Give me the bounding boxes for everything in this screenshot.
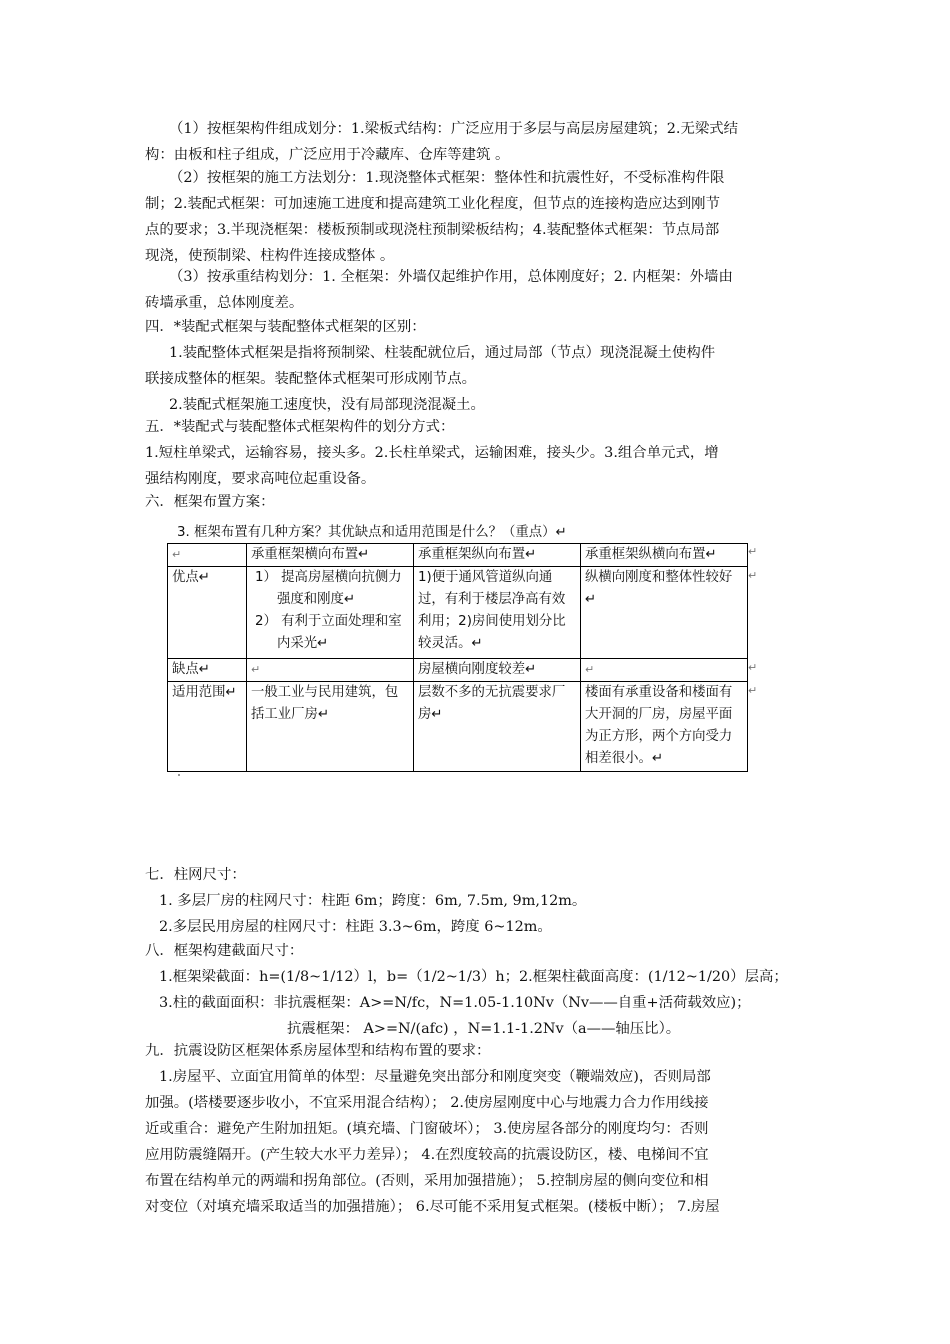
row-end-mark: ↵ [748, 684, 758, 697]
section-heading: 七．柱网尺寸： [145, 867, 246, 883]
row-label: 优点↵ [168, 567, 247, 659]
table-cell: 纵横向刚度和整体性较好↵ [581, 567, 748, 659]
text-line: 2.多层民用房屋的柱网尺寸：柱距 3.3~6m，跨度 6~12m。 [159, 919, 552, 935]
text-line: （2）按框架的施工方法划分：1.现浇整体式框架：整体性和抗震性好，不受标准构件限 [169, 170, 725, 186]
text-line: 布置在结构单元的两端和拐角部位。(否则，采用加强措施）； 5.控制房屋的侧向变位和相 [145, 1173, 709, 1189]
table-cell: 一般工业与民用建筑，包括工业厂房↵ [247, 682, 414, 772]
text-line: 1.框架梁截面：h=(1/8~1/12）l，b=（1/2~1/3）h；2.框架柱截面高度：(1/12~1/20）层高； [159, 969, 788, 985]
row-end-mark: ↵ [748, 569, 758, 582]
section-heading: 六．框架布置方案： [145, 494, 275, 510]
row-label: 适用范围↵ [168, 682, 247, 772]
text-line: 近或重合：避免产生附加扭矩。(填充墙、门窗破坏）； 3.使房屋各部分的刚度均匀：否则 [145, 1121, 709, 1137]
list-item: 2） 有利于立面处理和室内采光↵ [255, 614, 402, 651]
text-line: 1.房屋平、立面宜用简单的体型：尽量避免突出部分和刚度突变（鞭端效应)，否则局部 [159, 1069, 711, 1085]
text-line: 加强。(塔楼要逐步收小，不宜采用混合结构）； 2.使房屋刚度中心与地震力合力作用线接 [145, 1095, 709, 1111]
section-4 [145, 314, 807, 418]
section-7 [145, 862, 807, 940]
text-line: 3.柱的截面面积：非抗震框架：A>=N/fc，N=1.05-1.10Nv（Nv——自重+活荷载效应)； [159, 995, 751, 1011]
paragraph-classify-by-members [145, 116, 807, 168]
section-5 [145, 414, 807, 492]
section-heading: 四．*装配式框架与装配整体式框架的区别： [145, 319, 426, 335]
table-cell: 楼面有承重设备和楼面有大开洞的厂房，房屋平面为正方形，两个方向受力相差很小。↵ [581, 682, 748, 772]
layout-scheme-table-figure [167, 520, 767, 780]
paragraph-classify-by-construction [145, 165, 807, 269]
text-line: 2.装配式框架施工速度快，没有局部现浇混凝土。 [169, 397, 485, 413]
section-6 [145, 489, 807, 515]
table-cell: 层数不多的无抗震要求厂房↵ [414, 682, 581, 772]
row-label: 缺点↵ [168, 659, 247, 682]
table-cell: ↵ [247, 659, 414, 682]
header-cell-empty: ↵ [168, 544, 247, 567]
section-heading: 八．框架构建截面尺寸： [145, 943, 304, 959]
text-line: （3）按承重结构划分：1. 全框架：外墙仅起维护作用，总体刚度好；2. 内框架：外墙由 [169, 269, 733, 285]
text-line: 1. 多层厂房的柱网尺寸：柱距 6m；跨度：6m, 7.5m, 9m,12m。 [159, 893, 587, 909]
list-item: 1） 提高房屋横向抗侧力强度和刚度↵ [255, 570, 402, 607]
table-row-applicability [168, 682, 748, 772]
text-line: 对变位（对填充墙采取适当的加强措施）； 6.尽可能不采用复式框架。(楼板中断）； 7.房屋 [145, 1199, 720, 1215]
table-question-title: 3. 框架布置有几种方案？其优缺点和适用范围是什么？（重点）↵ [177, 525, 567, 540]
section-9 [145, 1038, 807, 1220]
paragraph-classify-by-bearing [145, 264, 807, 316]
text-line: 现浇，使预制梁、柱构件连接成整体 。 [145, 248, 395, 264]
section-8 [145, 938, 807, 1042]
section-heading: 九．抗震设防区框架体系房屋体型和结构布置的要求： [145, 1043, 491, 1059]
layout-scheme-table [167, 543, 748, 772]
section-heading: 五．*装配式与装配整体式框架构件的划分方式： [145, 419, 455, 435]
table-row-advantages [168, 567, 748, 659]
row-end-mark: ↵ [748, 661, 758, 674]
table-row-disadvantages [168, 659, 748, 682]
text-line: 1.装配整体式框架是指将预制梁、柱装配就位后，通过局部（节点）现浇混凝土使构件 [169, 345, 716, 361]
text-line: 应用防震缝隔开。(产生较大水平力差异）； 4.在烈度较高的抗震设防区，楼、电梯间不宜 [145, 1147, 709, 1163]
text-line: 1.短柱单梁式，运输容易，接头多。2.长柱单梁式，运输困难，接头少。3.组合单元式，增 [145, 445, 719, 461]
text-line: 联接成整体的框架。装配整体式框架可形成刚节点。 [145, 371, 476, 387]
text-line: （1）按框架构件组成划分：1.梁板式结构：广泛应用于多层与高层房屋建筑；2.无梁式结 [169, 121, 739, 137]
table-cell: ↵ [581, 659, 748, 682]
stray-dot [178, 774, 180, 776]
header-cell-both: 承重框架纵横向布置↵ [581, 544, 748, 567]
header-cell-longitudinal: 承重框架纵向布置↵ [414, 544, 581, 567]
table-cell [247, 567, 414, 659]
header-cell-transverse: 承重框架横向布置↵ [247, 544, 414, 567]
text-line: 强结构刚度，要求高吨位起重设备。 [145, 471, 376, 487]
text-line: 构：由板和柱子组成，广泛应用于冷藏库、仓库等建筑 。 [145, 147, 510, 163]
text-line: 砖墙承重，总体刚度差。 [145, 295, 304, 311]
text-line: 制；2.装配式框架：可加速施工进度和提高建筑工业化程度，但节点的连接构造应达到刚节 [145, 196, 720, 212]
text-line: 抗震框架： A>=N/(afc) ，N=1.1-1.2Nv（a——轴压比）。 [287, 1021, 681, 1037]
table-header-row [168, 544, 748, 567]
text-line: 点的要求；3.半现浇框架：楼板预制或现浇柱预制梁板结构；4.装配整体式框架：节点局部 [145, 222, 720, 238]
table-cell: 1)便于通风管道纵向通过，有利于楼层净高有效利用；2)房间使用划分比较灵活。↵ [414, 567, 581, 659]
table-cell: 房屋横向刚度较差↵ [414, 659, 581, 682]
row-end-mark: ↵ [748, 545, 758, 558]
